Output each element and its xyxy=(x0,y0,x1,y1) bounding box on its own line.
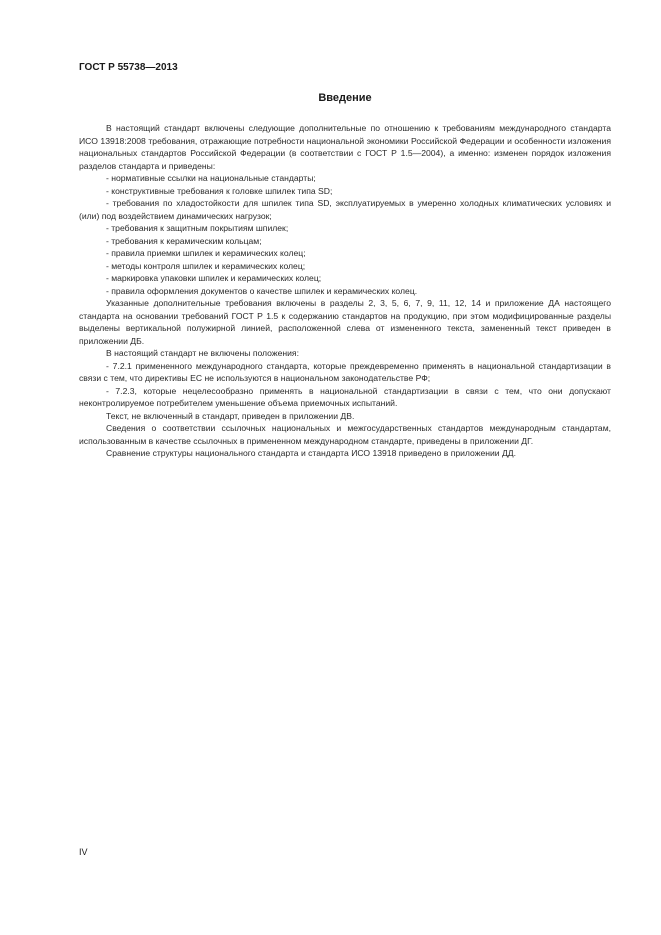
paragraph: - требования по хладостойкости для шпилек типа SD, эксплуатируемых в умеренно холодных климатических условиях и (или) под воздействием динамических нагрузок; xyxy=(79,198,611,221)
page-number: IV xyxy=(79,847,88,857)
paragraph: Сравнение структуры национального стандарта и стандарта ИСО 13918 приведено в приложении ДД. xyxy=(106,448,517,458)
section-title: Введение xyxy=(318,92,372,104)
paragraph: - конструктивные требования к головке шпилек типа SD; xyxy=(106,185,333,196)
paragraph: Указанные дополнительные требования включены в разделы 2, 3, 5, 6, 7, 9, 11, 12, 14 и приложение ДА настоящего стандарта на основании требований ГОСТ Р 1.5 к содержанию стандартов на продукцию, при этом модифицированные разделы выделены вертикальной полужирной линией, расположенной слева от измененного текста, замененный текст приведен в приложении ДБ. xyxy=(79,298,611,346)
paragraph: - 7.2.1 примененного международного стандарта, которые преждевременно применять в национальной стандартизации в связи с тем, что директивы ЕС не используются в национальном законодательстве РФ; xyxy=(79,360,611,383)
paragraph: - правила оформления документов о качестве шпилек и керамических колец. xyxy=(106,285,418,296)
paragraph: - 7.2.3, которые нецелесообразно применять в национальной стандартизации в связи с тем, что они допускают неконтролируемое потребителем уменьшение объема приемочных испытаний. xyxy=(79,385,611,408)
paragraph: - требования к керамическим кольцам; xyxy=(106,235,262,246)
paragraph: В настоящий стандарт включены следующие дополнительные по отношению к требованиям международного стандарта ИСО 13918:2008 требования, отражающие потребности национальной экономики Российской Федерации и особенности изложения национальных стандартов Российской Федерации (в соответствии с ГОСТ Р 1.5—2004), а именно: изменен порядок изложения разделов стандарта и приведены: xyxy=(79,123,611,171)
paragraph: - требования к защитным покрытиям шпилек; xyxy=(106,223,289,233)
paragraph: - нормативные ссылки на национальные стандарты; xyxy=(106,173,316,183)
document-code: ГОСТ Р 55738—2013 xyxy=(79,62,178,73)
paragraph: - маркировка упаковки шпилек и керамических колец; xyxy=(106,273,322,283)
paragraph: - правила приемки шпилек и керамических колец; xyxy=(106,248,306,258)
paragraph: Сведения о соответствии ссылочных национальных и межгосударственных стандартов международным стандартам, использованным в качестве ссылочных в примененном международном стандарте, приведены в приложении ДГ. xyxy=(79,423,611,446)
paragraph: В настоящий стандарт не включены положения: xyxy=(106,348,299,358)
paragraph: Текст, не включенный в стандарт, приведен в приложении ДВ. xyxy=(106,410,355,421)
introduction-body xyxy=(79,122,611,460)
paragraph: - методы контроля шпилек и керамических колец; xyxy=(106,260,306,271)
